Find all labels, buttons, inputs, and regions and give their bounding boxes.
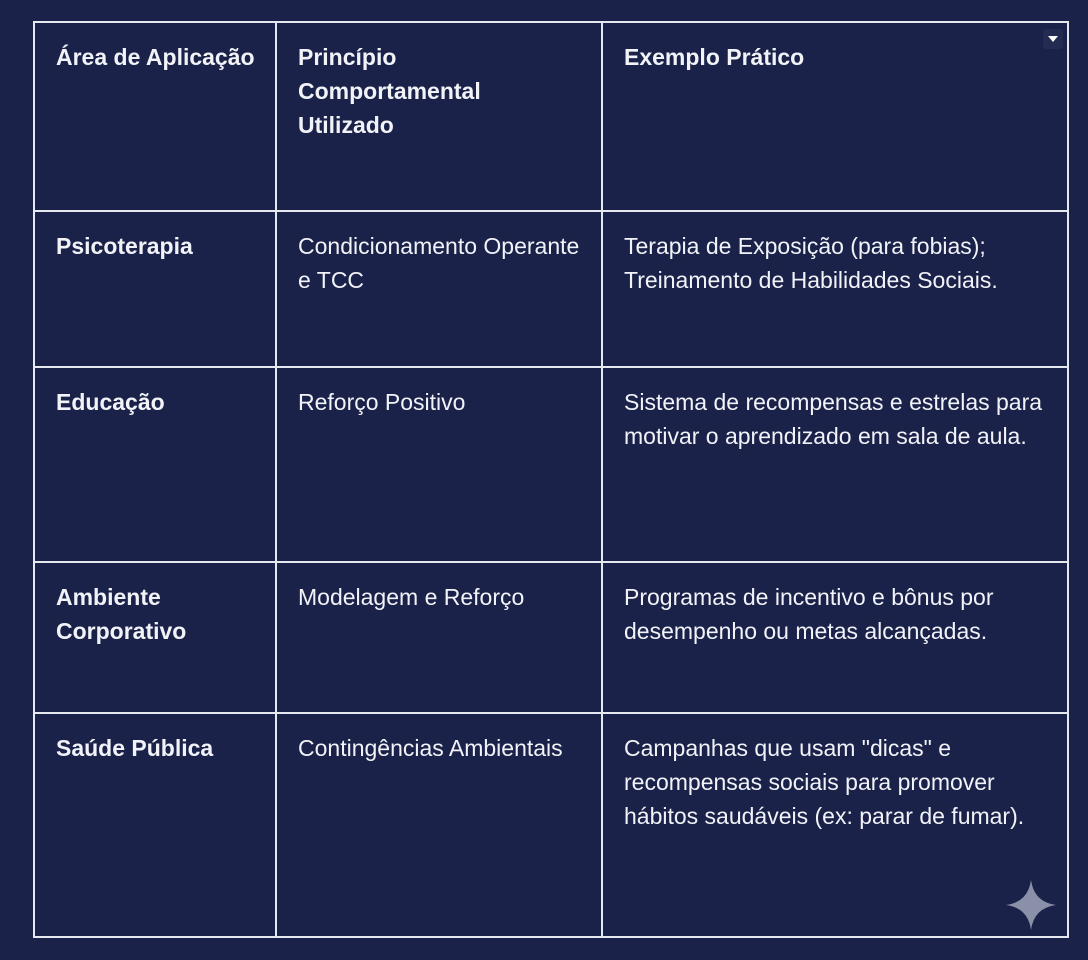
cell-principle: Modelagem e Reforço <box>276 562 602 713</box>
sparkle-icon[interactable] <box>1006 880 1056 930</box>
comparison-table <box>33 21 1069 938</box>
cell-area: Ambiente Corporativo <box>34 562 276 713</box>
cell-example: Programas de incentivo e bônus por desempenho ou metas alcançadas. <box>602 562 1068 713</box>
cell-example: Sistema de recompensas e estrelas para motivar o aprendizado em sala de aula. <box>602 367 1068 562</box>
table-header-row <box>34 22 1068 211</box>
table-row <box>34 713 1068 937</box>
table-row <box>34 211 1068 367</box>
cell-example: Campanhas que usam "dicas" e recompensas sociais para promover hábitos saudáveis (ex: parar de fumar). <box>602 713 1068 937</box>
header-principle: Princípio Comportamental Utilizado <box>276 22 602 211</box>
table-row <box>34 367 1068 562</box>
cell-area: Educação <box>34 367 276 562</box>
cell-principle: Contingências Ambientais <box>276 713 602 937</box>
cell-principle: Reforço Positivo <box>276 367 602 562</box>
header-example: Exemplo Prático <box>602 22 1068 211</box>
cell-area: Saúde Pública <box>34 713 276 937</box>
cell-area: Psicoterapia <box>34 211 276 367</box>
cell-example: Terapia de Exposição (para fobias); Treinamento de Habilidades Sociais. <box>602 211 1068 367</box>
caret-down-icon[interactable] <box>1043 29 1063 49</box>
cell-principle: Condicionamento Operante e TCC <box>276 211 602 367</box>
header-area: Área de Aplicação <box>34 22 276 211</box>
table-row <box>34 562 1068 713</box>
